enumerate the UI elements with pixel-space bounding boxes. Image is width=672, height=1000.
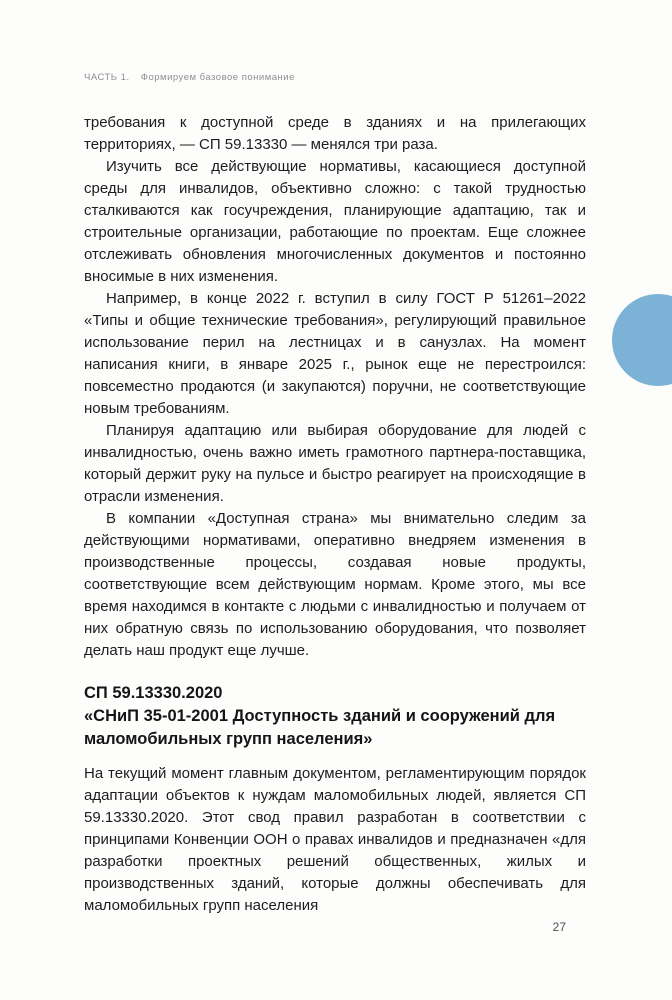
- paragraph: требования к доступной среде в зданиях и на прилегающих территориях, — СП 59.13330 — менялся три раза.: [84, 114, 586, 153]
- chapter-label: Формируем базовое понимание: [140, 72, 295, 83]
- paragraph: В компании «Доступная страна» мы внимательно следим за действующими нормативами, оперативно внедряем изменения в производственные процессы, создавая новые продукты, соответствующие всем действующим нормам. Кроме этого, мы все время находимся в контакте с людьми с инвалидностью и получаем от них обратную связь по использованию оборудования, что позволяет делать наш продукт еще лучше.: [84, 510, 586, 659]
- running-header: [84, 72, 295, 83]
- part-label: ЧАСТЬ 1.: [84, 72, 130, 83]
- paragraph: На текущий момент главным документом, регламентирующим порядок адаптации объектов к нуждам маломобильных людей, является СП 59.13330.2020. Этот свод правил разработан в соответствии с принципами Конвенции ООН о правах инвалидов и предназначен «для разработки проектных решений общественных, жилых и производственных зданий, которые должны обеспечивать для маломобильных групп населения: [84, 765, 586, 914]
- paragraph: Планируя адаптацию или выбирая оборудование для людей с инвалидностью, очень важно иметь грамотного партнера-поставщика, который держит руку на пульсе и быстро реагирует на происходящие в отрасли изменения.: [84, 422, 586, 505]
- section-heading-title: «СНиП 35-01-2001 Доступность зданий и сооружений для маломобильных групп населения»: [84, 707, 556, 748]
- section-heading-code: СП 59.13330.2020: [84, 684, 223, 702]
- section-heading: [84, 682, 586, 751]
- paragraph: Изучить все действующие нормативы, касающиеся доступной среды для инвалидов, объективно сложно: с такой трудностью сталкиваются как госучреждения, планирующие адаптацию, так и строительные организации, работающие по проектам. Еще сложнее отслеживать обновления многочисленных документов и постоянно вносимые в них изменения.: [84, 158, 586, 285]
- page-number: 27: [552, 920, 566, 934]
- decorative-circle: [612, 294, 672, 386]
- paragraph: Например, в конце 2022 г. вступил в силу ГОСТ Р 51261–2022 «Типы и общие технические требования», регулирующий правильное использование перил на лестницах и в санузлах. На момент написания книги, в январе 2025 г., рынок еще не перестроился: повсеместно продаются (и закупаются) поручни, не соответствующие новым требованиям.: [84, 290, 586, 417]
- page-content: [84, 112, 586, 917]
